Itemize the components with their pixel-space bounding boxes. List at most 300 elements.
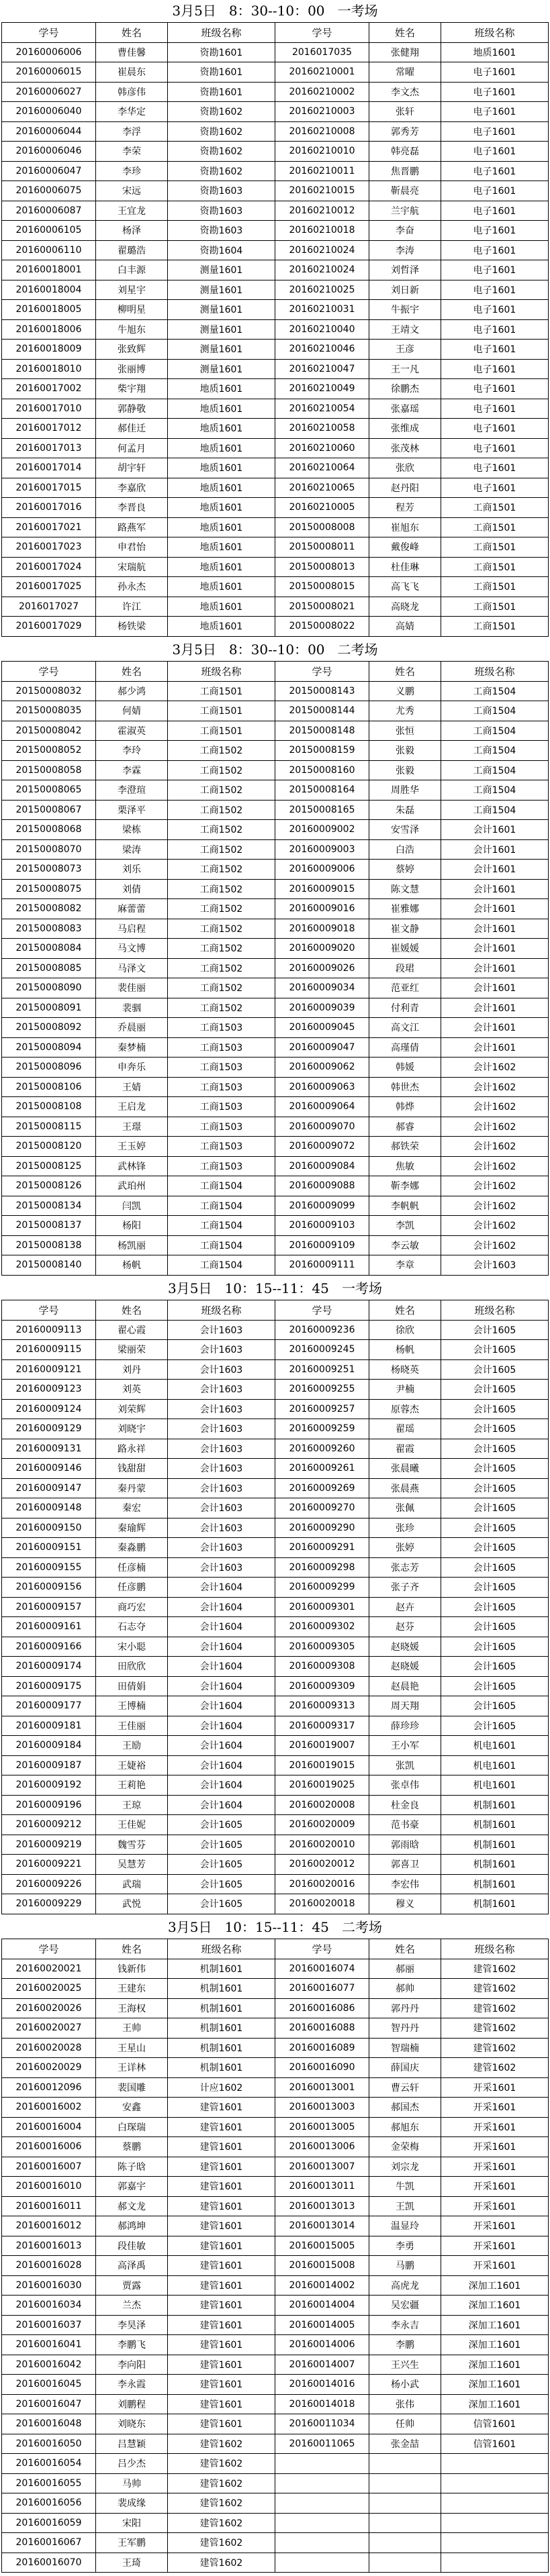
student-id-cell: 20160006087 <box>2 201 96 221</box>
student-id-cell: 20160006046 <box>2 142 96 162</box>
student-name-cell: 马启程 <box>96 919 168 939</box>
table-row <box>2 2256 549 2276</box>
table-row <box>2 1340 549 1360</box>
student-name-cell: 吴慧芳 <box>96 1855 168 1875</box>
class-name-cell: 机制1601 <box>168 1959 275 1979</box>
class-name-cell: 工商1504 <box>441 800 549 820</box>
table-row <box>2 2098 549 2118</box>
student-id-cell: 20160013006 <box>275 2137 369 2157</box>
student-id-cell: 20150008082 <box>2 899 96 919</box>
student-id-cell: 20160009006 <box>275 860 369 880</box>
class-name-cell: 电子1601 <box>441 181 549 201</box>
table-row <box>2 142 549 162</box>
student-id-cell: 20160016007 <box>2 2157 96 2177</box>
header-student-name: 姓名 <box>96 1300 168 1321</box>
class-name-cell: 机制1601 <box>441 1874 549 1894</box>
class-name-cell: 会计1604 <box>168 1617 275 1637</box>
class-name-cell: 深加工1601 <box>441 2296 549 2316</box>
student-name-cell: 梁丽荣 <box>96 1340 168 1360</box>
student-id-cell: 20160009305 <box>275 1637 369 1657</box>
student-id-cell: 20150008140 <box>2 1255 96 1276</box>
student-name-cell: 李永霞 <box>96 2375 168 2395</box>
table-row <box>2 1775 549 1796</box>
student-id-cell: 20160019007 <box>275 1736 369 1756</box>
student-id-cell: 20160013005 <box>275 2117 369 2137</box>
class-name-cell: 会计1605 <box>441 1637 549 1657</box>
student-id-cell: 20150008144 <box>275 701 369 721</box>
header-class-name: 班级名称 <box>441 1939 549 1959</box>
student-id-cell: 20160020018 <box>275 1894 369 1914</box>
class-name-cell: 会计1601 <box>441 939 549 959</box>
student-id-cell: 20160016028 <box>2 2256 96 2276</box>
table-row <box>2 1156 549 1176</box>
class-name-cell: 资勘1601 <box>168 42 275 62</box>
table-row <box>2 1359 549 1380</box>
class-name-cell: 会计1603 <box>168 1419 275 1439</box>
student-name-cell: 吕少杰 <box>96 2454 168 2474</box>
student-id-cell: 20160016048 <box>2 2414 96 2434</box>
student-id-cell: 20150008011 <box>275 537 369 558</box>
class-name-cell: 深加工1601 <box>441 2394 549 2414</box>
student-id-cell: 20150008159 <box>275 741 369 761</box>
student-name-cell: 钱新伟 <box>96 1959 168 1979</box>
class-name-cell: 会计1605 <box>168 1855 275 1875</box>
student-name-cell: 田欣欣 <box>96 1657 168 1677</box>
student-name-cell: 赵晓媛 <box>369 1637 441 1657</box>
student-id-cell: 20160210025 <box>275 280 369 300</box>
student-name-cell: 王琦 <box>96 2553 168 2573</box>
student-name-cell: 宋阳 <box>96 2513 168 2533</box>
student-id-cell: 20160009226 <box>2 1874 96 1894</box>
student-name-cell: 何婧 <box>96 701 168 721</box>
student-id-cell: 20160014004 <box>275 2296 369 2316</box>
class-name-cell: 会计1603 <box>168 1359 275 1380</box>
table-row <box>2 359 549 379</box>
student-id-cell: 20160006015 <box>2 62 96 83</box>
class-name-cell: 深加工1601 <box>441 2375 549 2395</box>
student-id-cell: 20160013007 <box>275 2157 369 2177</box>
table-row <box>2 1578 549 1598</box>
student-id-cell: 20160009245 <box>275 1340 369 1360</box>
table-row <box>2 2157 549 2177</box>
student-id-cell: 20150008138 <box>2 1235 96 1255</box>
student-name-cell: 石志夺 <box>96 1617 168 1637</box>
student-name-cell: 李文杰 <box>369 82 441 102</box>
student-name-cell: 王军鹏 <box>96 2533 168 2553</box>
table-row <box>2 1097 549 1117</box>
student-id-cell: 20160009298 <box>275 1557 369 1578</box>
student-name-cell: 刘哲泽 <box>369 260 441 280</box>
class-name-cell: 建管1602 <box>168 2513 275 2533</box>
student-id-cell: 20150008013 <box>275 557 369 577</box>
student-id-cell: 20160009026 <box>275 958 369 978</box>
student-id-cell: 20160210058 <box>275 419 369 439</box>
table-row <box>2 1255 549 1276</box>
student-id-cell: 20160009039 <box>275 998 369 1018</box>
table-row <box>2 1557 549 1578</box>
student-id-cell: 20160015008 <box>275 2256 369 2276</box>
student-id-cell: 20160210024 <box>275 240 369 260</box>
class-name-cell: 工商1504 <box>441 780 549 801</box>
class-name-cell: 建管1601 <box>168 2137 275 2157</box>
table-row <box>2 1176 549 1196</box>
student-id-cell: 20160009270 <box>275 1498 369 1518</box>
student-name-cell: 张维成 <box>369 419 441 439</box>
table-row <box>2 1037 549 1058</box>
class-name-cell: 会计1603 <box>168 1538 275 1558</box>
student-name-cell: 蔡婷 <box>369 860 441 880</box>
table-row <box>2 2375 549 2395</box>
student-id-cell: 20160210015 <box>275 181 369 201</box>
student-id-cell: 20160009121 <box>2 1359 96 1380</box>
class-name-cell: 地质1601 <box>168 419 275 439</box>
student-id-cell: 20160016067 <box>2 2533 96 2553</box>
table-row <box>2 399 549 419</box>
student-id-cell: 20150008042 <box>2 721 96 741</box>
student-id-cell: 20160009181 <box>2 1716 96 1736</box>
class-name-cell: 机电1601 <box>441 1775 549 1796</box>
student-name-cell: 秦瑜辉 <box>96 1518 168 1538</box>
class-name-cell: 深加工1601 <box>441 2275 549 2296</box>
student-id-cell: 20160009219 <box>2 1835 96 1855</box>
class-name-cell: 工商1504 <box>168 1216 275 1236</box>
student-name-cell: 崔媛媛 <box>369 939 441 959</box>
student-name-cell: 张毅 <box>369 741 441 761</box>
table-row <box>2 2513 549 2533</box>
student-name-cell: 刘丹 <box>96 1359 168 1380</box>
student-name-cell: 马文博 <box>96 939 168 959</box>
student-name-cell: 李霖 <box>96 760 168 780</box>
class-name-cell: 地质1601 <box>168 498 275 518</box>
class-name-cell: 会计1605 <box>441 1518 549 1538</box>
student-name-cell: 温显玲 <box>369 2216 441 2236</box>
class-name-cell: 电子1601 <box>441 438 549 458</box>
student-id-cell: 20160009156 <box>2 1578 96 1598</box>
student-name-cell: 杨帆 <box>369 1340 441 1360</box>
student-id-cell: 20160017013 <box>2 438 96 458</box>
class-name-cell: 建管1601 <box>168 2394 275 2414</box>
class-name-cell: 会计1605 <box>441 1439 549 1459</box>
table-row <box>2 978 549 998</box>
student-name-cell: 张晨燕 <box>369 1478 441 1498</box>
student-id-cell: 20160006044 <box>2 121 96 142</box>
student-id-cell: 20160009212 <box>2 1815 96 1835</box>
class-name-cell: 会计1605 <box>441 1597 549 1617</box>
student-name-cell: 刘鹏程 <box>96 2394 168 2414</box>
student-name-cell: 宋远 <box>96 181 168 201</box>
student-id-cell: 20160009269 <box>275 1478 369 1498</box>
student-id-cell: 20160016004 <box>2 2117 96 2137</box>
student-name-cell: 周胜华 <box>369 780 441 801</box>
class-name-cell: 测量1601 <box>168 300 275 320</box>
student-id-cell: 20160016030 <box>2 2275 96 2296</box>
class-name-cell: 会计1602 <box>441 1156 549 1176</box>
class-name-cell: 工商1504 <box>441 681 549 701</box>
student-name-cell: 王婕裕 <box>96 1755 168 1775</box>
student-id-cell: 20160018010 <box>2 359 96 379</box>
table-row <box>2 498 549 518</box>
section-title: 3月5日 8：30--10：00 一考场 <box>172 3 378 19</box>
student-name-cell: 许江 <box>96 597 168 617</box>
section-title: 3月5日 8：30--10：00 二考场 <box>172 641 378 658</box>
class-name-cell: 会计1602 <box>441 1077 549 1097</box>
class-name-cell: 会计1605 <box>441 1498 549 1518</box>
student-id-cell: 2016017027 <box>2 597 96 617</box>
table-row <box>2 2315 549 2335</box>
student-name-cell: 金荣梅 <box>369 2137 441 2157</box>
class-name-cell: 电子1601 <box>441 379 549 399</box>
student-name-cell: 路永祥 <box>96 1439 168 1459</box>
student-name-cell: 高虎龙 <box>369 2275 441 2296</box>
student-id-cell: 20160009175 <box>2 1676 96 1696</box>
table-row <box>2 1196 549 1216</box>
table-row <box>2 537 549 558</box>
table-row <box>2 1117 549 1137</box>
student-name-cell: 付利青 <box>369 998 441 1018</box>
table-row <box>2 597 549 617</box>
table-row <box>2 181 549 201</box>
student-name-cell: 赵芬 <box>369 1617 441 1637</box>
student-name-cell: 秦梦楠 <box>96 1037 168 1058</box>
student-id-cell: 20160009148 <box>2 1498 96 1518</box>
student-name-cell: 武林锋 <box>96 1156 168 1176</box>
student-id-cell: 20160009003 <box>275 839 369 860</box>
student-id-cell: 20160020028 <box>2 2038 96 2058</box>
table-row <box>2 1018 549 1038</box>
student-id-cell: 20160009192 <box>2 1775 96 1796</box>
student-id-cell: 20160020027 <box>2 2018 96 2039</box>
student-id-cell: 20160009072 <box>275 1137 369 1157</box>
class-name-cell: 会计1604 <box>168 1637 275 1657</box>
class-name-cell: 工商1502 <box>168 899 275 919</box>
class-name-cell: 深加工1601 <box>441 2335 549 2355</box>
student-id-cell: 20160210031 <box>275 300 369 320</box>
header-student-id: 学号 <box>275 23 369 43</box>
table-row <box>2 1894 549 1914</box>
class-name-cell: 开采1601 <box>441 2177 549 2197</box>
table-row <box>2 919 549 939</box>
class-name-cell: 会计1601 <box>441 820 549 840</box>
class-name-cell: 会计1605 <box>441 1617 549 1637</box>
student-id-cell: 20160016059 <box>2 2513 96 2533</box>
student-id-cell: 20160009317 <box>275 1716 369 1736</box>
class-name-cell: 会计1601 <box>441 998 549 1018</box>
table-row <box>2 2335 549 2355</box>
student-name-cell <box>369 2493 441 2514</box>
table-row <box>2 760 549 780</box>
class-name-cell: 机制1601 <box>441 1815 549 1835</box>
class-name-cell: 建管1601 <box>168 2275 275 2296</box>
student-name-cell: 武悦 <box>96 1894 168 1914</box>
student-id-cell: 20160016077 <box>275 1979 369 1999</box>
class-name-cell: 工商1502 <box>168 760 275 780</box>
student-id-cell: 20160018001 <box>2 260 96 280</box>
student-id-cell: 20160016047 <box>2 2394 96 2414</box>
student-id-cell: 20160009255 <box>275 1380 369 1400</box>
student-id-cell: 20150008015 <box>275 577 369 597</box>
student-id-cell: 20150008115 <box>2 1117 96 1137</box>
class-name-cell: 机制1601 <box>441 1855 549 1875</box>
student-name-cell: 李涛 <box>369 240 441 260</box>
student-name-cell: 白琛瑞 <box>96 2117 168 2137</box>
student-id-cell: 20160009187 <box>2 1755 96 1775</box>
student-name-cell: 戴俊峰 <box>369 537 441 558</box>
student-name-cell: 胡宇轩 <box>96 458 168 478</box>
student-name-cell: 郝铁荣 <box>369 1137 441 1157</box>
class-name-cell: 会计1602 <box>441 1058 549 1078</box>
student-name-cell: 商巧宏 <box>96 1597 168 1617</box>
student-name-cell: 申奔乐 <box>96 1058 168 1078</box>
student-id-cell: 20160009150 <box>2 1518 96 1538</box>
student-name-cell: 武瑞 <box>96 1874 168 1894</box>
student-name-cell: 兰宇航 <box>369 201 441 221</box>
student-id-cell: 20160006006 <box>2 42 96 62</box>
student-name-cell: 郭嘉宇 <box>96 2177 168 2197</box>
section-title: 3月5日 10：15--11：45 二考场 <box>168 1919 382 1935</box>
student-name-cell: 杨阳 <box>96 1216 168 1236</box>
table-row <box>2 2533 549 2553</box>
table-row <box>2 557 549 577</box>
class-name-cell: 机制1601 <box>441 1894 549 1914</box>
table-header-row <box>2 1939 549 1959</box>
student-name-cell: 柳明星 <box>96 300 168 320</box>
student-id-cell: 20160020009 <box>275 1815 369 1835</box>
class-name-cell: 开采1601 <box>441 2216 549 2236</box>
header-class-name: 班级名称 <box>168 23 275 43</box>
header-student-name: 姓名 <box>369 1939 441 1959</box>
header-class-name: 班级名称 <box>441 23 549 43</box>
student-id-cell: 20160210018 <box>275 221 369 241</box>
class-name-cell: 会计1605 <box>168 1894 275 1914</box>
student-id-cell: 20160017021 <box>2 517 96 537</box>
class-name-cell: 会计1601 <box>441 1037 549 1058</box>
student-name-cell: 张佩 <box>369 1498 441 1518</box>
student-name-cell: 高瑾倩 <box>369 1037 441 1058</box>
table-row <box>2 2275 549 2296</box>
table-row <box>2 1459 549 1479</box>
student-id-cell: 20160009084 <box>275 1156 369 1176</box>
student-id-cell: 20160210012 <box>275 201 369 221</box>
student-name-cell: 栗泽平 <box>96 800 168 820</box>
class-name-cell: 工商1502 <box>168 879 275 899</box>
student-id-cell: 20160012096 <box>2 2077 96 2098</box>
class-name-cell: 会计1605 <box>441 1578 549 1598</box>
student-name-cell: 张婷 <box>369 1538 441 1558</box>
student-id-cell: 20160013001 <box>275 2077 369 2098</box>
student-name-cell: 郝国杰 <box>369 2098 441 2118</box>
class-name-cell: 工商1501 <box>168 681 275 701</box>
table-row <box>2 2038 549 2058</box>
class-name-cell <box>441 2454 549 2474</box>
student-id-cell: 20160016090 <box>275 2058 369 2078</box>
student-id-cell: 20160210024 <box>275 260 369 280</box>
student-id-cell: 20160016086 <box>275 1998 369 2018</box>
class-name-cell: 信管1601 <box>441 2434 549 2454</box>
table-row <box>2 2058 549 2078</box>
student-name-cell: 薛国庆 <box>369 2058 441 2078</box>
table-row <box>2 1320 549 1340</box>
student-name-cell: 智丹丹 <box>369 2018 441 2039</box>
student-name-cell: 郝鸿坤 <box>96 2216 168 2236</box>
student-name-cell: 王靖文 <box>369 319 441 340</box>
student-name-cell: 范亚红 <box>369 978 441 998</box>
student-name-cell: 牛凯 <box>369 2177 441 2197</box>
student-name-cell: 李永吉 <box>369 2315 441 2335</box>
student-name-cell: 韩亮磊 <box>369 142 441 162</box>
class-name-cell: 资勘1604 <box>168 240 275 260</box>
class-name-cell: 会计1605 <box>441 1419 549 1439</box>
student-id-cell: 20160210005 <box>275 498 369 518</box>
class-name-cell: 工商1501 <box>441 597 549 617</box>
student-id-cell: 20160009062 <box>275 1058 369 1078</box>
class-name-cell: 电子1601 <box>441 359 549 379</box>
table-row <box>2 1676 549 1696</box>
class-name-cell: 资勘1603 <box>168 181 275 201</box>
student-name-cell: 李鹏飞 <box>96 2335 168 2355</box>
student-name-cell: 焦敏 <box>369 1156 441 1176</box>
class-name-cell: 会计1605 <box>441 1359 549 1380</box>
student-name-cell: 周天翔 <box>369 1696 441 1716</box>
table-row <box>2 2296 549 2316</box>
student-id-cell: 20160006105 <box>2 221 96 241</box>
student-name-cell: 杨帆 <box>96 1255 168 1276</box>
student-name-cell: 张毅 <box>369 760 441 780</box>
class-name-cell: 开采1601 <box>441 2098 549 2118</box>
student-id-cell: 20160009177 <box>2 1696 96 1716</box>
class-name-cell: 会计1603 <box>168 1340 275 1360</box>
student-name-cell: 王佳妮 <box>96 1815 168 1835</box>
header-student-name: 姓名 <box>369 23 441 43</box>
student-id-cell: 20160020026 <box>2 1998 96 2018</box>
student-id-cell: 20160020008 <box>275 1795 369 1815</box>
table-row <box>2 2394 549 2414</box>
class-name-cell: 电子1601 <box>441 478 549 498</box>
student-id-cell: 20160009257 <box>275 1399 369 1419</box>
student-name-cell: 智瑞楠 <box>369 2038 441 2058</box>
class-name-cell: 工商1501 <box>441 617 549 637</box>
student-name-cell <box>369 2513 441 2533</box>
class-name-cell: 地质1601 <box>168 537 275 558</box>
class-name-cell: 建管1601 <box>168 2216 275 2236</box>
table-row <box>2 1657 549 1677</box>
student-id-cell: 20160009259 <box>275 1419 369 1439</box>
class-name-cell: 测量1601 <box>168 319 275 340</box>
student-id-cell: 20150008125 <box>2 1156 96 1176</box>
class-name-cell: 建管1602 <box>168 2454 275 2474</box>
table-header-row <box>2 662 549 682</box>
table-row <box>2 2434 549 2454</box>
class-name-cell: 开采1601 <box>441 2137 549 2157</box>
student-name-cell: 裴骃 <box>96 998 168 1018</box>
class-name-cell: 电子1601 <box>441 458 549 478</box>
table-row <box>2 2553 549 2573</box>
class-name-cell: 资勘1602 <box>168 142 275 162</box>
student-id-cell: 20150008008 <box>275 517 369 537</box>
student-name-cell <box>369 2553 441 2573</box>
student-name-cell: 郝旭东 <box>369 2117 441 2137</box>
student-name-cell: 王婧 <box>96 1077 168 1097</box>
student-name-cell: 高婧 <box>369 617 441 637</box>
student-name-cell: 李浮 <box>96 121 168 142</box>
student-id-cell: 20160210049 <box>275 379 369 399</box>
student-id-cell: 20160009157 <box>2 1597 96 1617</box>
student-id-cell <box>275 2553 369 2573</box>
class-name-cell: 建管1602 <box>168 2473 275 2493</box>
student-id-cell: 20150008120 <box>2 1137 96 1157</box>
table-row <box>2 1498 549 1518</box>
student-id-cell: 20160016054 <box>2 2454 96 2474</box>
student-id-cell: 20150008068 <box>2 820 96 840</box>
